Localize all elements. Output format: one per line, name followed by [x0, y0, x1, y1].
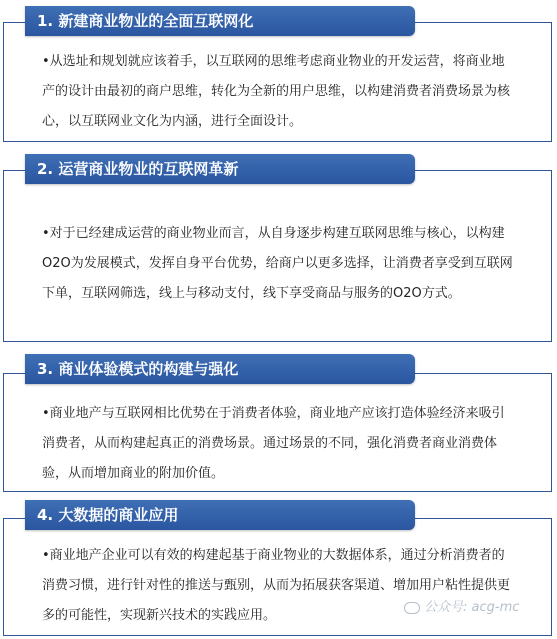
section-4-title: 4. 大数据的商业应用	[25, 500, 415, 530]
section-1-text: •从选址和规划就应该着手，以互联网的思维考虑商业物业的开发运营，将商业地产的设计由最初的商户思维，转化为全新的用户思维，以构建消费者消费场景为核心，以互联网业文化为内涵，进行全面设计。	[42, 54, 511, 129]
section-2-title: 2. 运营商业物业的互联网革新	[25, 154, 415, 184]
section-3-text: •商业地产与互联网相比优势在于消费者体验，商业地产应该打造体验经济来吸引消费者，从而构建起真正的消费场景。通过场景的不同，强化消费者商业消费体验，从而增加商业的附加价值。	[42, 406, 505, 481]
section-3-title: 3. 商业体验模式的构建与强化	[25, 354, 415, 384]
section-2-text: •对于已经建成运营的商业物业而言，从自身逐步构建互联网思维与核心，以构建O2O为发展模式，发挥自身平台优势，给商户以更多选择，让消费者享受到互联网下单，互联网筛选，线上与移动支付，线下享受商品与服务的O2O方式。	[42, 226, 513, 301]
section-1-title: 1. 新建商业物业的全面互联网化	[25, 6, 415, 36]
watermark-text: 公众号: acg-mc	[424, 600, 520, 615]
wechat-icon	[404, 602, 420, 614]
watermark	[404, 596, 519, 615]
section-4-text: •商业地产企业可以有效的构建起基于商业物业的大数据体系，通过分析消费者的消费习惯，进行针对性的推送与甄别，从而为拓展获客渠道、增加用户粘性提供更多的可能性，实现新兴技术的实践应用。	[42, 548, 511, 623]
